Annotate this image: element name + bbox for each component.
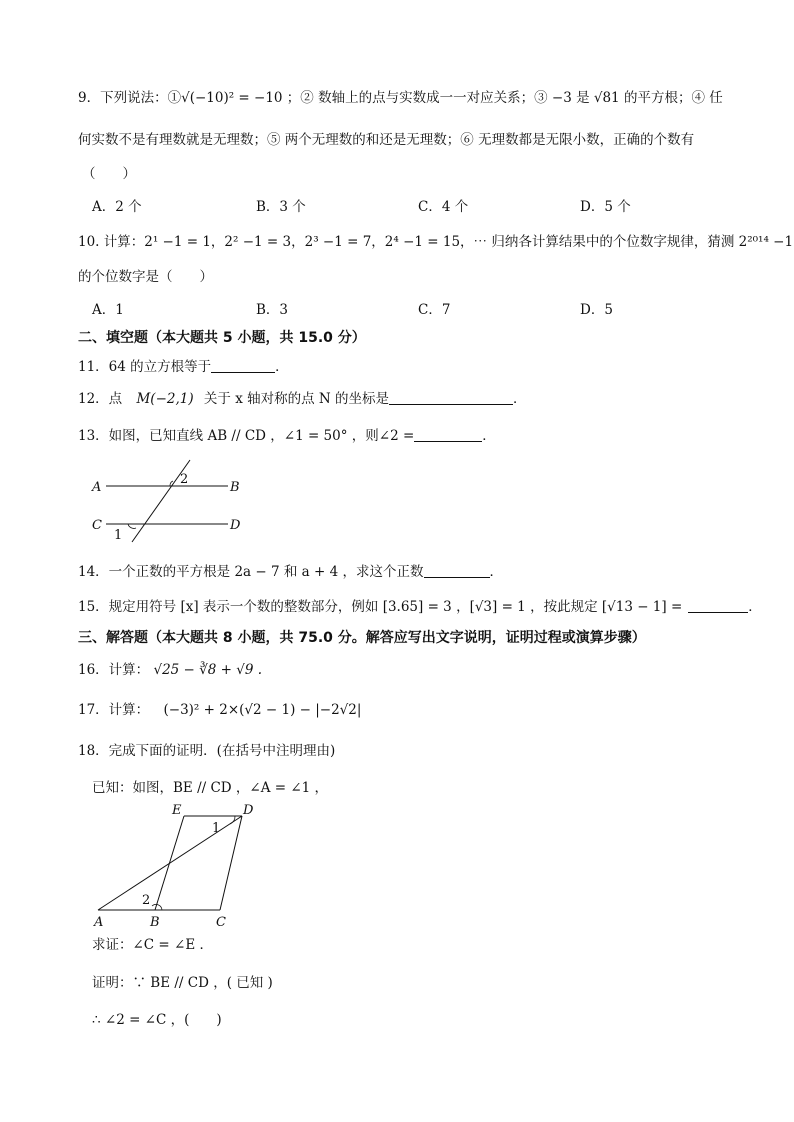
label-a: A bbox=[94, 915, 104, 930]
line-dc bbox=[220, 816, 242, 910]
label-a: A bbox=[92, 480, 102, 495]
q18-figure bbox=[90, 802, 260, 930]
label-c: C bbox=[92, 518, 102, 533]
q9-option-c: C．4 个 bbox=[418, 199, 469, 215]
section-fill-in-title: 二、填空题（本大题共 5 小题，共 15.0 分） bbox=[78, 330, 366, 346]
q11: 11．64 的立方根等于 ． bbox=[78, 359, 289, 375]
q13: 13．如图，已知直线 AB // CD ，∠1 = 50° ，则∠2 = ． bbox=[78, 428, 496, 444]
label-angle-2: 2 bbox=[180, 472, 189, 487]
q9-option-d: D．5 个 bbox=[580, 199, 631, 215]
q9-option-a: A．2 个 bbox=[92, 199, 142, 215]
angle-2-arc bbox=[152, 904, 162, 910]
q10-option-d: D．5 bbox=[580, 302, 613, 318]
label-angle-2: 2 bbox=[142, 893, 151, 908]
q11-answer-blank[interactable] bbox=[211, 358, 275, 373]
q15: 15．规定用符号 [x] 表示一个数的整数部分，例如 [3.65] = 3 ，[√3] = 1 ，按此规定 [√13 − 1] = ． bbox=[78, 599, 762, 615]
label-e: E bbox=[172, 803, 182, 818]
q18-proof-line2: ∴ ∠2 = ∠C ，( ) bbox=[92, 1012, 222, 1028]
angle-1-arc bbox=[128, 524, 136, 528]
q12: 12．点 M(−2,1) 关于 x 轴对称的点 N 的坐标是 ． bbox=[78, 391, 527, 407]
q18-proof-line1: 证明：∵ BE // CD ，( 已知 ) bbox=[92, 975, 273, 991]
q13-text: 13．如图，已知直线 AB // CD ，∠1 = 50° ，则∠2 = bbox=[78, 428, 415, 444]
label-d: D bbox=[243, 803, 254, 818]
q17-pre: 17．计算： bbox=[78, 702, 150, 718]
q16-expression: √25 − ∛8 + √9 . bbox=[153, 662, 263, 678]
q13-answer-blank[interactable] bbox=[414, 427, 482, 442]
q16-pre: 16．计算： bbox=[78, 662, 150, 678]
section-answer-title: 三、解答题（本大题共 8 小题，共 75.0 分。解答应写出文字说明，证明过程或演算步骤） bbox=[78, 630, 646, 646]
q18-given: 已知：如图，BE // CD ，∠A = ∠1 ， bbox=[92, 780, 329, 796]
q18-title: 18．完成下面的证明．(在括号中注明理由) bbox=[78, 743, 336, 759]
label-c: C bbox=[216, 915, 226, 930]
q10-option-c: C．7 bbox=[418, 302, 451, 318]
q9-line2: 何实数不是有理数就是无理数；⑤ 两个无理数的和还是无理数；⑥ 无理数都是无限小数，正确的个数有 bbox=[78, 132, 695, 148]
q10-option-a: A．1 bbox=[92, 302, 124, 318]
q9-option-b: B．3 个 bbox=[256, 199, 306, 215]
q10-line2: 的个位数字是（ ） bbox=[78, 269, 213, 285]
label-d: D bbox=[230, 518, 241, 533]
label-b: B bbox=[230, 480, 240, 495]
q11-text: 11．64 的立方根等于 bbox=[78, 359, 212, 375]
q17 bbox=[78, 700, 361, 720]
q14-text: 14．一个正数的平方根是 2a − 7 和 a + 4 ，求这个正数 bbox=[78, 564, 424, 580]
q12-post: 关于 x 轴对称的点 N 的坐标是 bbox=[203, 391, 390, 407]
q9-line3: （ ） bbox=[82, 166, 136, 182]
q18-prove: 求证：∠C = ∠E ． bbox=[92, 937, 213, 953]
q12-answer-blank[interactable] bbox=[389, 390, 513, 405]
q17-expression: (−3)² + 2×(√2 − 1) − |−2√2| bbox=[163, 702, 362, 718]
q12-pre: 12．点 bbox=[78, 391, 123, 407]
q13-figure bbox=[88, 456, 248, 546]
q9-line1: 9．下列说法：①√(−10)² = −10 ；② 数轴上的点与实数成一一对应关系；③ −3 是 √81 的平方根；④ 任 bbox=[78, 90, 723, 106]
line-ad bbox=[98, 816, 242, 910]
q10-line1: 10. 计算：2¹ −1 = 1，2² −1 = 3，2³ −1 = 7，2⁴ −1 = 15，⋯ 归纳各计算结果中的个位数字规律，猜测 2²⁰¹⁴ −1 bbox=[78, 234, 794, 250]
q16 bbox=[78, 660, 262, 680]
q10-option-b: B．3 bbox=[256, 302, 289, 318]
q15-text: 15．规定用符号 [x] 表示一个数的整数部分，例如 [3.65] = 3 ，[√3] = 1 ，按此规定 [√13 − 1] = bbox=[78, 599, 683, 615]
q14-answer-blank[interactable] bbox=[424, 563, 490, 578]
label-b: B bbox=[150, 915, 160, 930]
label-angle-1: 1 bbox=[212, 821, 221, 836]
q14: 14．一个正数的平方根是 2a − 7 和 a + 4 ，求这个正数 ． bbox=[78, 564, 503, 580]
label-angle-1: 1 bbox=[114, 528, 123, 543]
q15-answer-blank[interactable] bbox=[688, 598, 748, 613]
q12-point: M(−2,1) bbox=[136, 391, 194, 407]
